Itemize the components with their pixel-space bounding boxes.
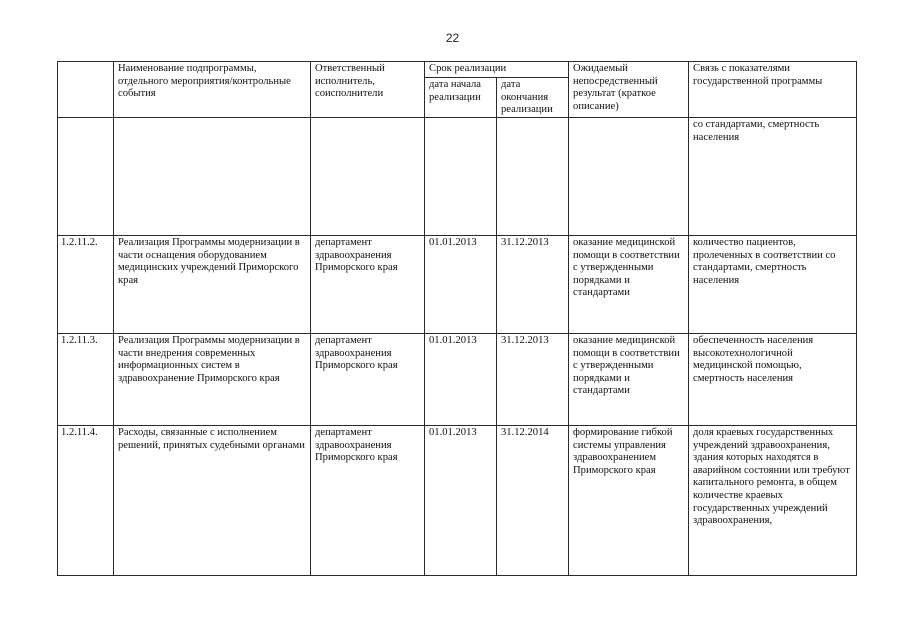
program-table (57, 61, 857, 576)
cell-executor (311, 118, 425, 236)
header-name: Наименование подпрограммы, отдельного мероприятия/контрольные события (114, 62, 311, 118)
cell-end (497, 118, 569, 236)
table-row (58, 236, 857, 334)
header-start: дата начала реализации (425, 78, 497, 118)
cell-result: формирование гибкой системы управления здравоохранением Приморского края (569, 426, 689, 576)
cell-executor: департамент здравоохранения Приморского края (311, 236, 425, 334)
cell-executor: департамент здравоохранения Приморского края (311, 426, 425, 576)
cell-end: 31.12.2013 (497, 334, 569, 426)
cell-number (58, 118, 114, 236)
cell-name (114, 118, 311, 236)
cell-result: оказание медицинской помощи в соответствии с утвержденными порядками и стандартами (569, 236, 689, 334)
header-number (58, 62, 114, 118)
cell-start: 01.01.2013 (425, 334, 497, 426)
cell-start: 01.01.2013 (425, 236, 497, 334)
cell-number: 1.2.11.3. (58, 334, 114, 426)
cell-result: оказание медицинской помощи в соответствии с утвержденными порядками и стандартами (569, 334, 689, 426)
page-number: 22 (445, 31, 460, 45)
cell-end: 31.12.2013 (497, 236, 569, 334)
cell-number: 1.2.11.2. (58, 236, 114, 334)
cell-start (425, 118, 497, 236)
cell-result (569, 118, 689, 236)
header-end: дата окончания реализации (497, 78, 569, 118)
table-row-continuation (58, 118, 857, 236)
header-link: Связь с показателями государственной программы (689, 62, 857, 118)
cell-start: 01.01.2013 (425, 426, 497, 576)
cell-link: обеспеченность населения высокотехнологичной медицинской помощью, смертность населения (689, 334, 857, 426)
header-executor: Ответственный исполнитель, соисполнители (311, 62, 425, 118)
cell-number: 1.2.11.4. (58, 426, 114, 576)
cell-end: 31.12.2014 (497, 426, 569, 576)
table-row (58, 334, 857, 426)
cell-link: со стандартами, смертность населения (689, 118, 857, 236)
header-row (58, 62, 857, 78)
cell-name: Реализация Программы модернизации в части оснащения оборудованием медицинских учреждений Приморского края (114, 236, 311, 334)
cell-executor: департамент здравоохранения Приморского края (311, 334, 425, 426)
header-period: Срок реализации (425, 62, 569, 78)
table-row (58, 426, 857, 576)
cell-name: Реализация Программы модернизации в части внедрения современных информационных систем в здравоохранение Приморского края (114, 334, 311, 426)
header-result: Ожидаемый непосредственный результат (краткое описание) (569, 62, 689, 118)
cell-name: Расходы, связанные с исполнением решений, принятых судебными органами (114, 426, 311, 576)
cell-link: количество пациентов, пролеченных в соответствии со стандартами, смертность населения (689, 236, 857, 334)
cell-link: доля краевых государственных учреждений здравоохранения, здания которых находятся в аварийном состоянии или требуют капитального ремонта, в общем количестве краевых государственных учреждений здравоохранения, (689, 426, 857, 576)
